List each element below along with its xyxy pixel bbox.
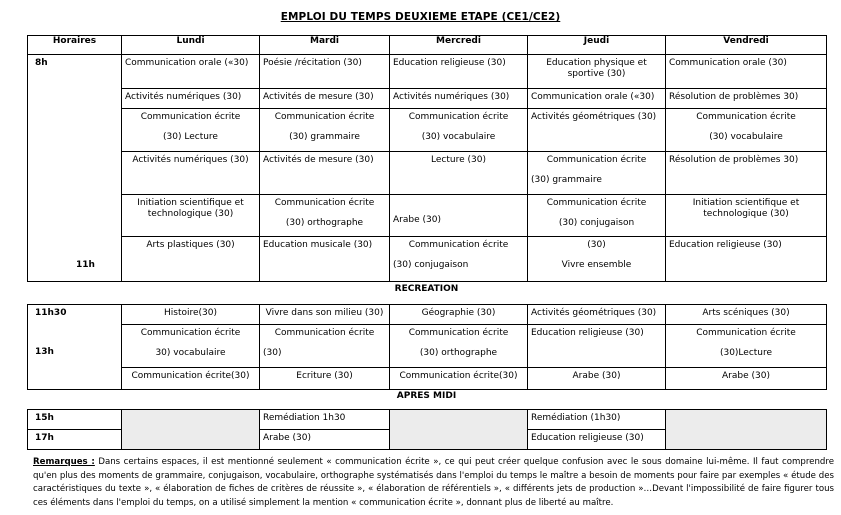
cell-mercredi-6: Communication écrite (30) conjugaison [390,236,528,281]
mid-vendredi-2: Communication écrite (30)Lecture [666,325,827,368]
cell-mercredi-4: Lecture (30) [390,152,528,194]
recreation-label: RECREATION [394,284,459,294]
midday-hours-cell [28,305,122,390]
cell-mardi-6: Education musicale (30) [260,236,390,281]
remarks-paragraph [33,456,834,510]
cell-mercredi-5: Arabe (30) [390,194,528,236]
mid-vendredi-3: Arabe (30) [666,367,827,389]
header-lundi: Lundi [122,36,260,55]
time-15h: 15h [28,410,122,430]
header-jeudi: Jeudi [528,36,666,55]
cell-lundi-5: Initiation scientifique et technologique (30) [122,194,260,236]
aft-lundi [122,410,260,450]
cell-lundi-3: Communication écrite (30) Lecture [122,109,260,152]
header-horaires: Horaires [28,36,122,55]
cell-jeudi-4: Communication écrite (30) grammaire [528,152,666,194]
cell-mardi-2: Activités de mesure (30) [260,89,390,109]
cell-mercredi-1: Education religieuse (30) [390,55,528,89]
cell-vendredi-6: Education religieuse (30) [666,236,827,281]
time-1130: 11h30 [35,308,67,318]
cell-jeudi-2: Communication orale («30) [528,89,666,109]
mid-lundi-3: Communication écrite(30) [122,367,260,389]
cell-mardi-5: Communication écrite (30) orthographe [260,194,390,236]
remarks-text: Dans certains espaces, il est mentionné seulement « communication écrite », ce qui peut créer quelque confusion avec le sous domaine lui-même. Il faut comprendre qu'en plus des moments de grammaire, conjugaison, vocabulaire, orthographe systématisés dans l'emploi du temps le maître a besoin de moments pour faire par exemples « étude des caractéristiques du texte », « élaboration de fiches de critères de réussite », « élaboration de référentiels », « différents jets de production »…Devant l'impossibilité de faire figurer tous ces éléments dans l'emploi du temps, on a utilisé simplement la mention « communication écrite », donnant plus de liberté au maître. [33,457,834,508]
header-vendredi: Vendredi [666,36,827,55]
header-mercredi: Mercredi [390,36,528,55]
afternoon-label: APRES MIDI [396,391,457,401]
mid-jeudi-2: Education religieuse (30) [528,325,666,368]
cell-jeudi-5: Communication écrite (30) conjugaison [528,194,666,236]
mid-mardi-2: Communication écrite (30) [260,325,390,368]
cell-vendredi-3: Communication écrite (30) vocabulaire [666,109,827,152]
time-end: 11h [76,260,95,270]
cell-mercredi-3: Communication écrite (30) vocabulaire [390,109,528,152]
mid-mercredi-3: Communication écrite(30) [390,367,528,389]
morning-hours-cell [28,55,122,282]
cell-mardi-1: Poésie /récitation (30) [260,55,390,89]
mid-jeudi-1: Activités géométriques (30) [528,305,666,325]
cell-mardi-3: Communication écrite (30) grammaire [260,109,390,152]
midday-timetable [27,304,827,390]
cell-vendredi-5: Initiation scientifique et technologique (30) [666,194,827,236]
time-start: 8h [35,58,48,68]
mid-mercredi-1: Géographie (30) [390,305,528,325]
time-17h: 17h [28,430,122,450]
aft-jeudi-2: Education religieuse (30) [528,430,666,450]
mid-mardi-1: Vivre dans son milieu (30) [260,305,390,325]
cell-lundi-1: Communication orale («30) [122,55,260,89]
mid-jeudi-3: Arabe (30) [528,367,666,389]
afternoon-timetable [27,409,827,450]
mid-vendredi-1: Arts scéniques (30) [666,305,827,325]
cell-vendredi-4: Résolution de problèmes 30) [666,152,827,194]
mid-lundi-2: Communication écrite 30) vocabulaire [122,325,260,368]
aft-mardi-1: Remédiation 1h30 [260,410,390,430]
aft-mardi-2: Arabe (30) [260,430,390,450]
mid-mardi-3: Ecriture (30) [260,367,390,389]
morning-timetable [27,35,827,282]
cell-jeudi-6: (30) Vivre ensemble [528,236,666,281]
cell-mardi-4: Activités de mesure (30) [260,152,390,194]
cell-jeudi-1: Education physique et sportive (30) [528,55,666,89]
time-13h: 13h [35,347,54,357]
cell-mercredi-2: Activités numériques (30) [390,89,528,109]
aft-jeudi-1: Remédiation (1h30) [528,410,666,430]
cell-vendredi-1: Communication orale (30) [666,55,827,89]
cell-jeudi-3: Activités géométriques (30) [528,109,666,152]
header-mardi: Mardi [260,36,390,55]
remarks-label: Remarques : [33,457,95,467]
aft-mercredi [390,410,528,450]
cell-vendredi-2: Résolution de problèmes 30) [666,89,827,109]
aft-vendredi [666,410,827,450]
mid-lundi-1: Histoire(30) [122,305,260,325]
cell-lundi-6: Arts plastiques (30) [122,236,260,281]
mid-mercredi-2: Communication écrite (30) orthographe [390,325,528,368]
cell-lundi-2: Activités numériques (30) [122,89,260,109]
cell-lundi-4: Activités numériques (30) [122,152,260,194]
header-row [28,36,827,55]
page-title: EMPLOI DU TEMPS DEUXIEME ETAPE (CE1/CE2) [280,11,561,23]
